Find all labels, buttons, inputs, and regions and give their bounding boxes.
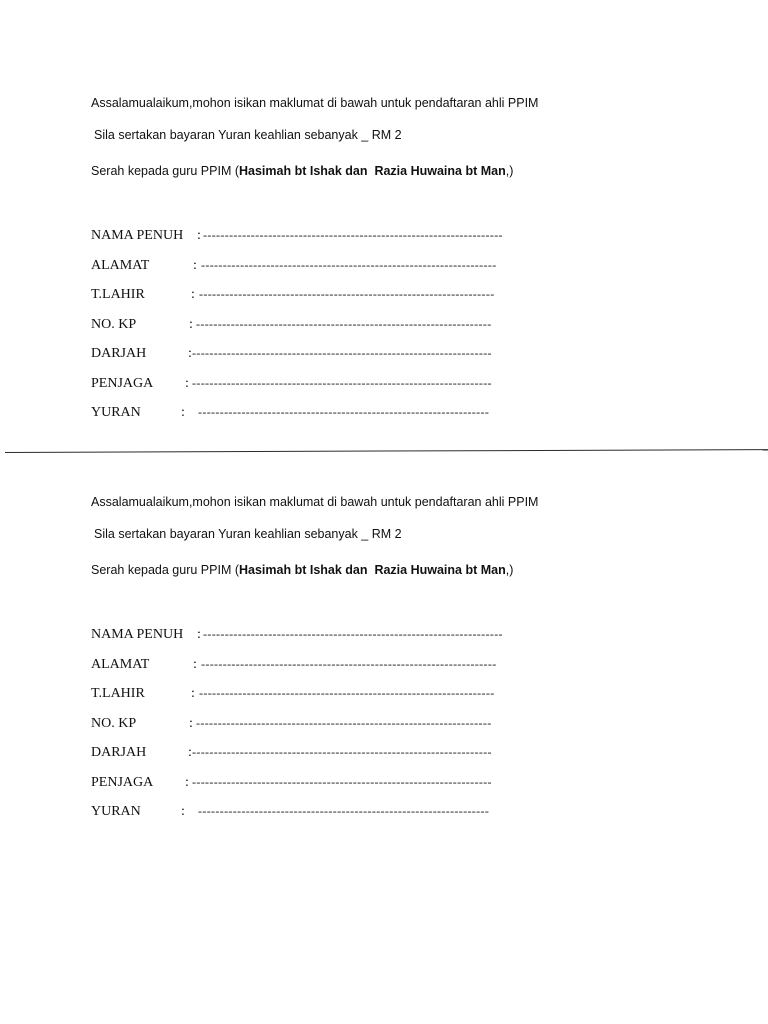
field-label: ALAMAT [91, 657, 150, 672]
greeting-text: Assalamualaikum,mohon isikan maklumat di bawah untuk pendaftaran ahli PPIM [91, 96, 539, 110]
field-label: T.LAHIR [91, 287, 145, 302]
registration-form-bottom [91, 493, 711, 819]
submit-instruction-text [91, 561, 513, 579]
field-fill-line[interactable]: -------------------------------------------------------------------- [199, 686, 495, 700]
field-fill-line[interactable]: --------------------------------------------------------------------- [192, 775, 492, 789]
field-colon: : [191, 287, 195, 302]
field-colon: : [185, 775, 189, 790]
field-label: T.LAHIR [91, 686, 145, 701]
fee-instruction-text: Sila sertakan bayaran Yuran keahlian sebanyak _ RM 2 [94, 527, 402, 541]
field-fill-line[interactable]: -------------------------------------------------------------------- [199, 287, 495, 301]
field-darjah[interactable] [91, 344, 492, 364]
field-fill-line[interactable]: ------------------------------------------------------------------- [198, 804, 490, 818]
field-label: YURAN [91, 804, 141, 819]
field-colon: : [189, 317, 193, 332]
registration-form-top [91, 94, 711, 420]
field-fill-line[interactable]: -------------------------------------------------------------------- [196, 317, 492, 331]
field-yuran[interactable] [91, 403, 490, 423]
field-alamat[interactable] [91, 655, 497, 675]
teacher-names: Hasimah bt Ishak dan Razia Huwaina bt Man [239, 563, 506, 577]
teacher-names: Hasimah bt Ishak dan Razia Huwaina bt Man [239, 164, 506, 178]
field-colon: : [197, 627, 201, 642]
field-no-kp[interactable] [91, 315, 492, 335]
field-colon: : [191, 686, 195, 701]
field-fill-line[interactable]: --------------------------------------------------------------------- [192, 376, 492, 390]
field-fill-line[interactable]: -------------------------------------------------------------------- [201, 657, 497, 671]
submit-instruction-text [91, 162, 513, 180]
field-colon: : [181, 804, 185, 819]
field-label: PENJAGA [91, 376, 154, 391]
field-fill-line[interactable]: --------------------------------------------------------------------- [192, 745, 492, 759]
field-colon: : [188, 346, 192, 361]
field-label: ALAMAT [91, 258, 150, 273]
fee-instruction-text: Sila sertakan bayaran Yuran keahlian sebanyak _ RM 2 [94, 128, 402, 142]
field-nama-penuh[interactable] [91, 226, 503, 246]
field-penjaga[interactable] [91, 374, 492, 394]
greeting-text: Assalamualaikum,mohon isikan maklumat di bawah untuk pendaftaran ahli PPIM [91, 495, 539, 509]
field-alamat[interactable] [91, 256, 497, 276]
submit-instruction-suffix: ,) [505, 563, 514, 577]
field-colon: : [193, 657, 197, 672]
field-penjaga[interactable] [91, 773, 492, 793]
submit-instruction-prefix: Serah kepada guru PPIM ( [91, 563, 239, 577]
field-fill-line[interactable]: --------------------------------------------------------------------- [203, 228, 503, 242]
field-label: DARJAH [91, 745, 147, 760]
field-colon: : [185, 376, 189, 391]
field-yuran[interactable] [91, 802, 490, 822]
field-fill-line[interactable]: ------------------------------------------------------------------- [198, 405, 490, 419]
field-label: NAMA PENUH [91, 228, 184, 243]
field-label: DARJAH [91, 346, 147, 361]
field-nama-penuh[interactable] [91, 625, 503, 645]
field-label: PENJAGA [91, 775, 154, 790]
field-colon: : [197, 228, 201, 243]
field-fill-line[interactable]: -------------------------------------------------------------------- [196, 716, 492, 730]
submit-instruction-prefix: Serah kepada guru PPIM ( [91, 164, 239, 178]
field-label: NAMA PENUH [91, 627, 184, 642]
field-darjah[interactable] [91, 743, 492, 763]
field-label: NO. KP [91, 716, 137, 731]
field-t-lahir[interactable] [91, 285, 495, 305]
field-label: YURAN [91, 405, 141, 420]
field-t-lahir[interactable] [91, 684, 495, 704]
cut-line-divider [5, 449, 768, 453]
field-fill-line[interactable]: -------------------------------------------------------------------- [201, 258, 497, 272]
submit-instruction-suffix: ,) [505, 164, 514, 178]
field-colon: : [189, 716, 193, 731]
field-colon: : [188, 745, 192, 760]
field-no-kp[interactable] [91, 714, 492, 734]
field-fill-line[interactable]: --------------------------------------------------------------------- [203, 627, 503, 641]
field-colon: : [193, 258, 197, 273]
field-fill-line[interactable]: --------------------------------------------------------------------- [192, 346, 492, 360]
field-colon: : [181, 405, 185, 420]
field-label: NO. KP [91, 317, 137, 332]
